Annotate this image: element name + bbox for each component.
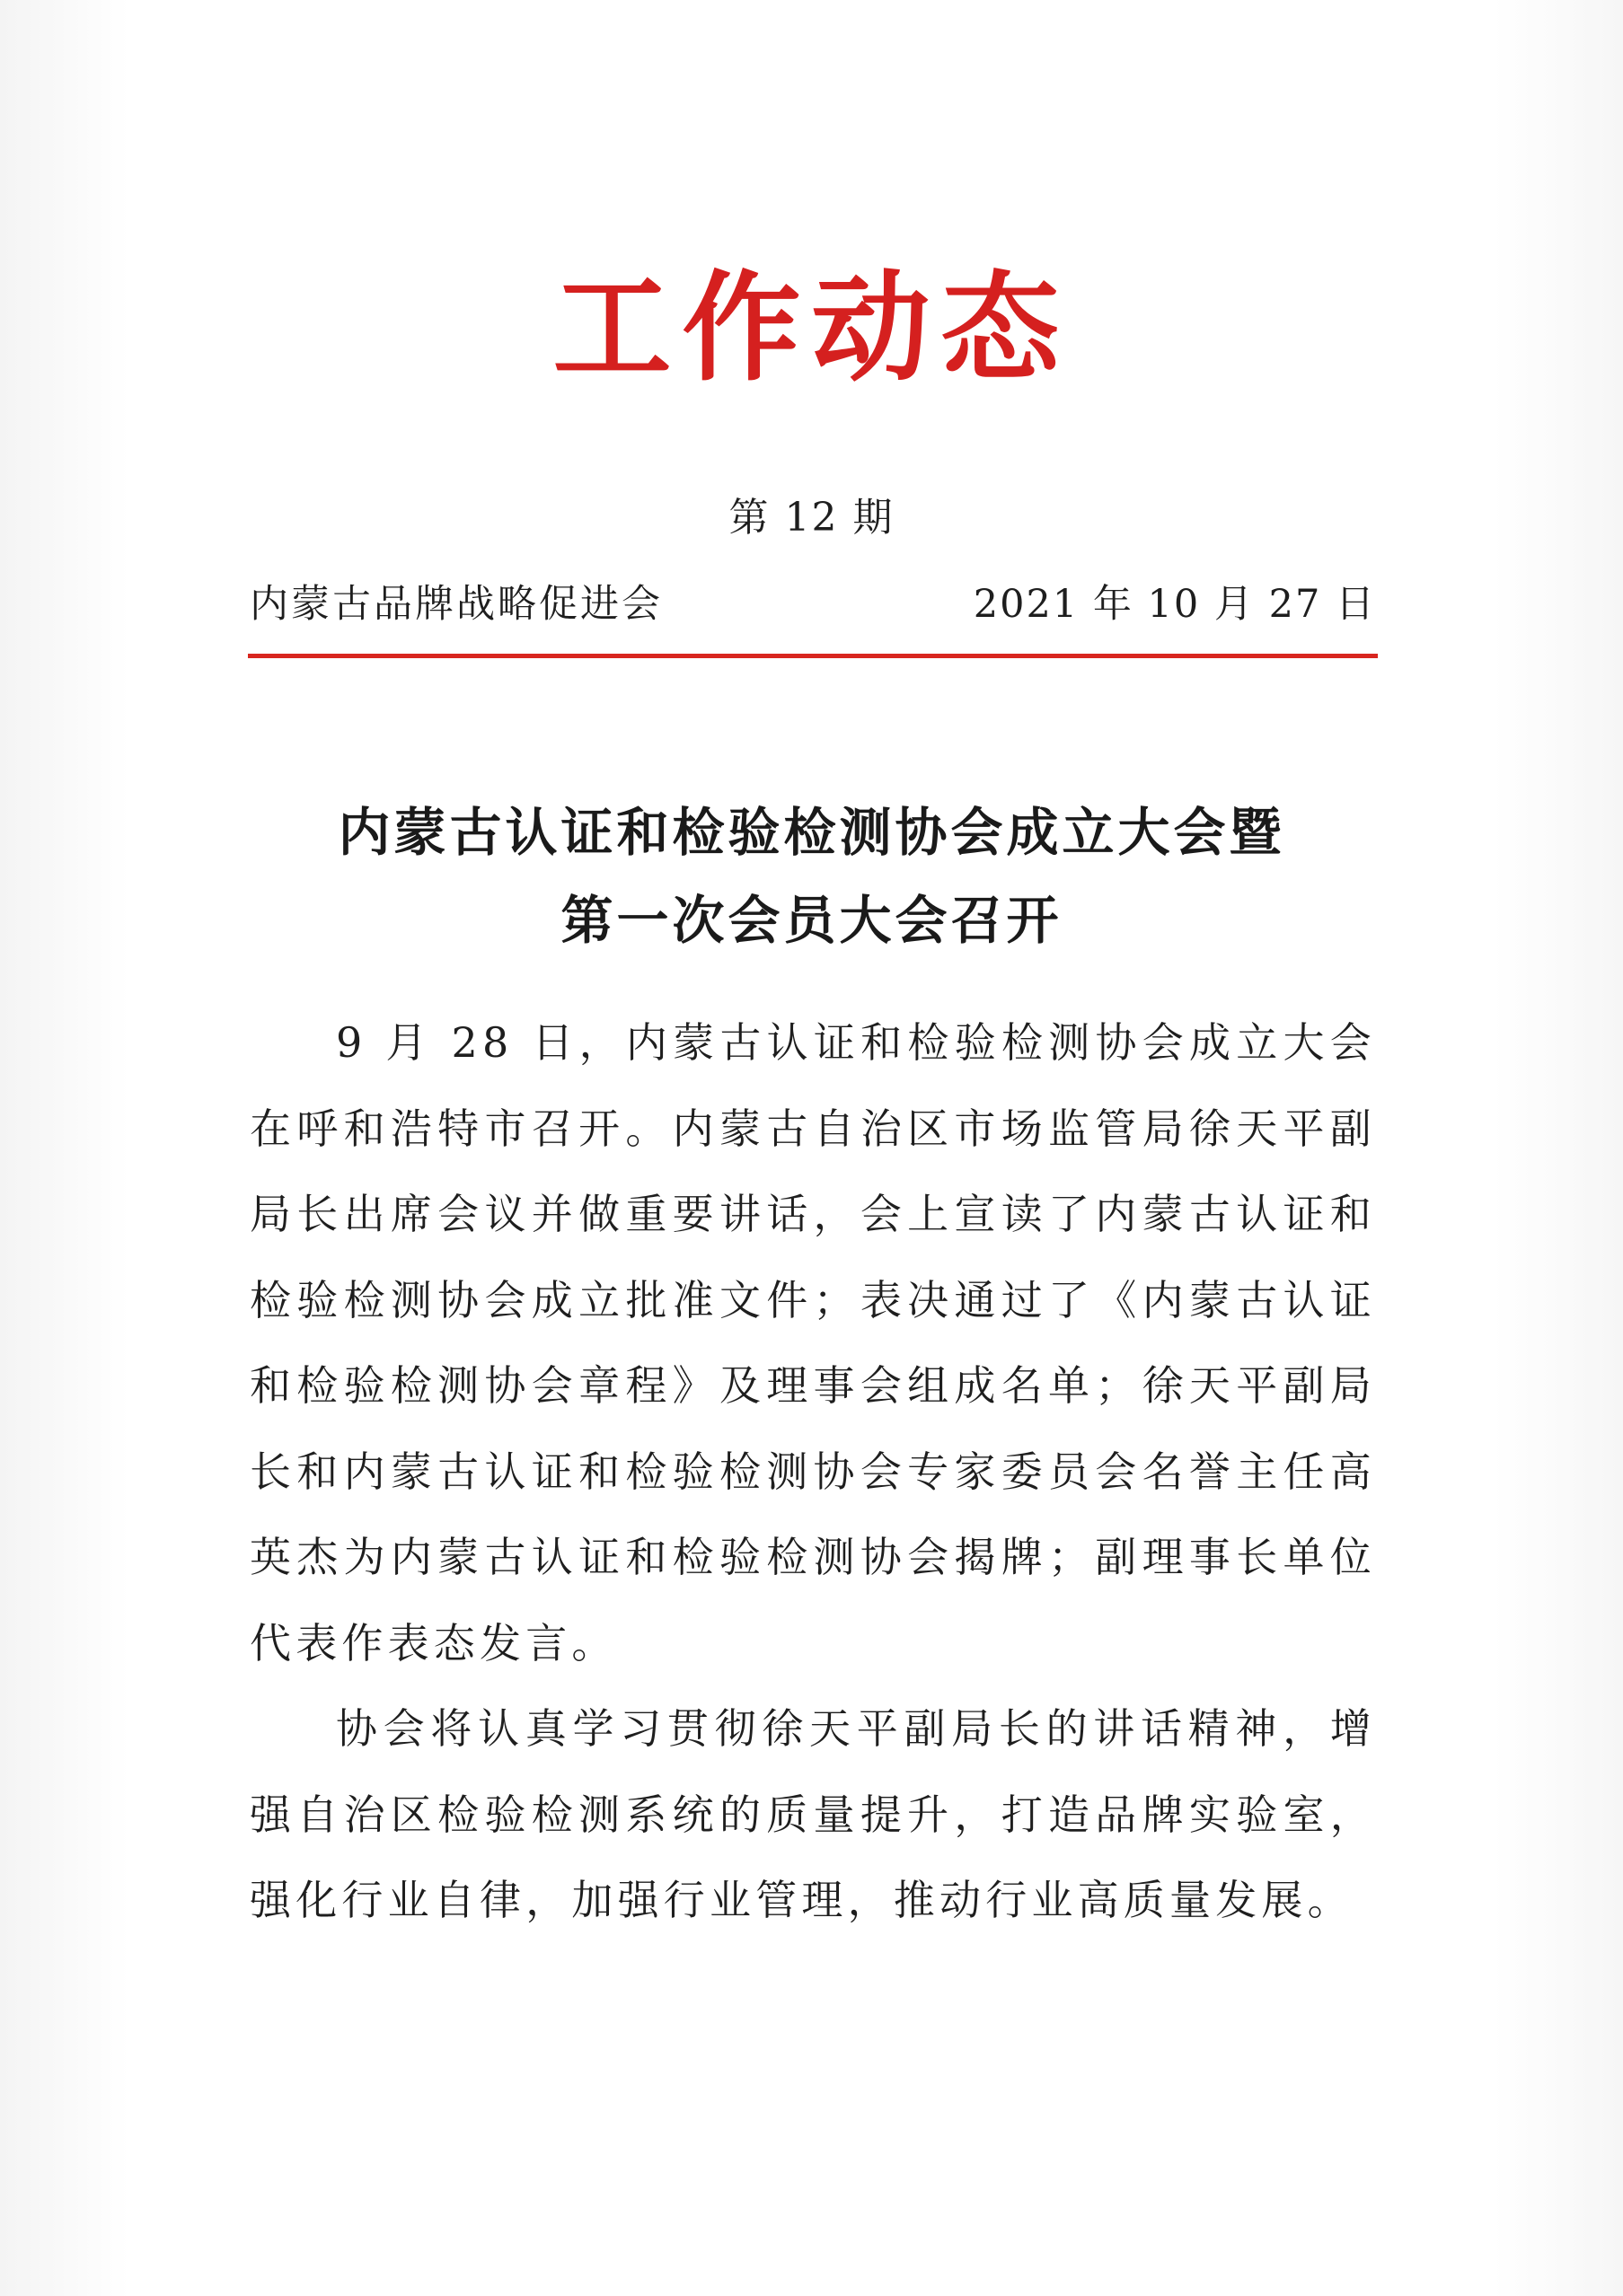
headline-line-2: 第一次会员大会召开 [560,890,1063,951]
article-headline [0,788,1623,964]
headline-line-1: 内蒙古认证和检验检测协会成立大会暨 [338,802,1285,863]
meta-row [250,582,1376,627]
body-paragraph-1: 9 月 28 日，内蒙古认证和检验检测协会成立大会在呼和浩特市召开。内蒙古自治区市场监管局徐天平副局长出席会议并做重要讲话，会上宣读了内蒙古认证和检验检测协会成立批准文件；表决通过了《内蒙古认证和检验检测协会章程》及理事会组成名单；徐天平副局长和内蒙古认证和检验检测协会专家委员会名誉主任高英杰为内蒙古认证和检验检测协会揭牌；副理事长单位代表作表态发言。 [250,1018,1376,1667]
article-body [250,1000,1376,1944]
body-paragraph-2: 协会将认真学习贯彻徐天平副局长的讲话精神，增强自治区检验检测系统的质量提升，打造品牌实验室，强化行业自律，加强行业管理，推动行业高质量发展。 [250,1704,1376,1924]
red-divider-rule [248,654,1378,658]
organization-name: 内蒙古品牌战略促进会 [250,582,663,627]
publish-date: 2021 年 10 月 27 日 [973,582,1376,627]
masthead-title: 工作动态 [552,260,1071,398]
issue-number: 第 12 期 [728,495,895,541]
